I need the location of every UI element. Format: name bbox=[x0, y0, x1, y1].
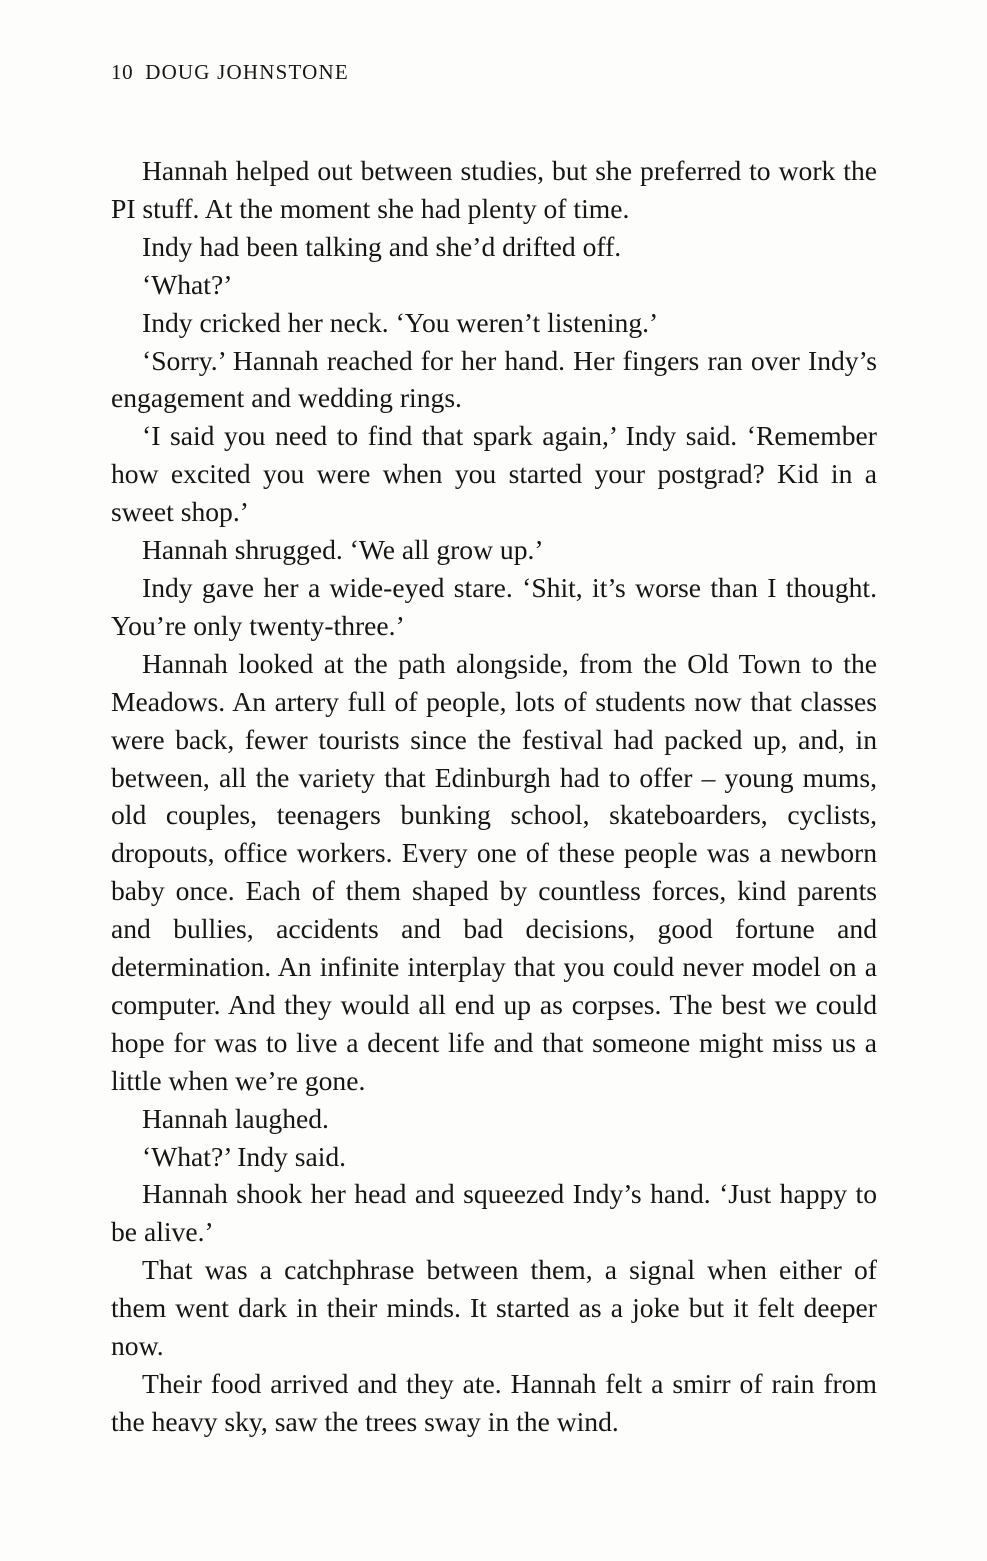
author-name: DOUG JOHNSTONE bbox=[145, 60, 349, 84]
paragraph: Indy gave her a wide-eyed stare. ‘Shit, it’s worse than I thought. You’re only twenty-three.’ bbox=[111, 571, 877, 641]
paragraph: Hannah shrugged. ‘We all grow up.’ bbox=[142, 534, 544, 566]
paragraph: ‘I said you need to find that spark again,’ Indy said. ‘Remember how excited you were when you started your postgrad? Kid in a sweet shop.’ bbox=[111, 420, 877, 528]
paragraph: Hannah helped out between studies, but she preferred to work the PI stuff. At the moment she had plenty of time. bbox=[111, 155, 877, 224]
paragraph: ‘Sorry.’ Hannah reached for her hand. Her fingers ran over Indy’s engagement and wedding rings. bbox=[111, 344, 877, 414]
paragraph: ‘What?’ Indy said. bbox=[142, 1140, 347, 1172]
paragraph: Hannah laughed. bbox=[142, 1102, 329, 1134]
page-number: 10 bbox=[111, 60, 134, 84]
paragraph: Their food arrived and they ate. Hannah felt a smirr of rain from the heavy sky, saw the trees sway in the wind. bbox=[111, 1368, 877, 1437]
paragraph: Indy had been talking and she’d drifted off. bbox=[142, 230, 622, 262]
paragraph: Indy cricked her neck. ‘You weren’t listening.’ bbox=[142, 306, 659, 338]
paragraph: Hannah looked at the path alongside, from the Old Town to the Meadows. An artery full of people, lots of students now that classes were back, fewer tourists since the festival had packed up, and, in between, all the variety that Edinburgh had to offer – young mums, old couples, teenagers bunking school, skateboarders, cyclists, dropouts, office workers. Every one of these people was a newborn baby once. Each of them shaped by countless forces, kind parents and bullies, accidents and bad decisions, good fortune and determination. An infinite interplay that you could never model on a computer. And they would all end up as corpses. The best we could hope for was to live a decent life and that someone might miss us a little when we’re gone. bbox=[111, 647, 877, 1096]
running-head bbox=[111, 62, 349, 83]
body-text bbox=[111, 152, 877, 1441]
paragraph: Hannah shook her head and squeezed Indy’s hand. ‘Just happy to be alive.’ bbox=[111, 1178, 877, 1248]
paragraph: ‘What?’ bbox=[142, 268, 233, 300]
paragraph: That was a catchphrase between them, a signal when either of them went dark in their minds. It started as a joke but it felt deeper now. bbox=[111, 1254, 877, 1362]
